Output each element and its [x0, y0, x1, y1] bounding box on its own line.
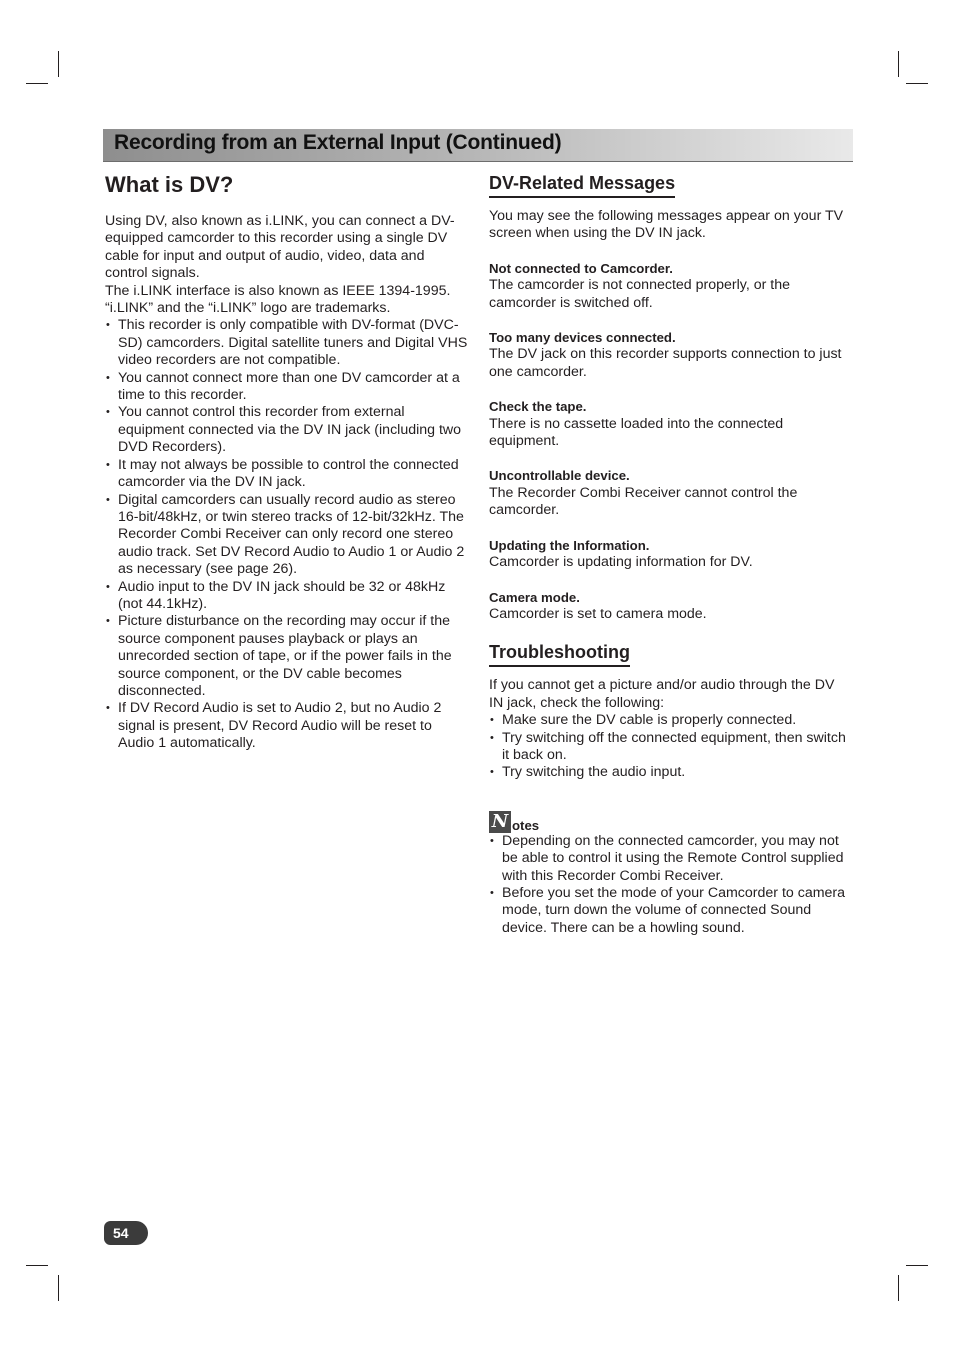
message-text: The Recorder Combi Receiver cannot control the camcorder.: [489, 484, 798, 519]
crop-mark: [898, 1275, 899, 1301]
list-item: • If DV Record Audio is set to Audio 2, but no Audio 2 signal is present, DV Record Audio will be reset to Audio 1 automatically.: [105, 700, 470, 752]
crop-mark: [906, 1265, 928, 1266]
list-item: • Try switching off the connected equipment, then switch it back on.: [489, 730, 851, 765]
list-item: • Before you set the mode of your Camcorder to camera mode, turn down the volume of connected Sound device. There can be a howling sound.: [489, 885, 851, 937]
dv-messages-heading: DV-Related Messages: [489, 171, 675, 198]
crop-mark: [26, 83, 48, 84]
notes-label: otes: [512, 817, 540, 833]
message-entry: [489, 467, 851, 519]
page-number-badge: 54: [104, 1221, 148, 1245]
banner-title: Recording from an External Input (Continued): [114, 131, 562, 154]
list-item: • Picture disturbance on the recording may occur if the source component pauses playback or plays an unrecorded section of tape, or if the power fails in the source component, or the DV cable becomes disconnected.: [105, 613, 470, 700]
message-title: Check the tape.: [489, 399, 587, 415]
message-entry: [489, 537, 851, 572]
message-entry: [489, 260, 851, 312]
list-item: • It may not always be possible to control the connected camcorder via the DV IN jack.: [105, 457, 470, 492]
message-text: Camcorder is updating information for DV.: [489, 554, 753, 571]
left-column: [105, 171, 470, 753]
message-title: Too many devices connected.: [489, 330, 676, 346]
crop-mark: [26, 1265, 48, 1266]
list-item: • You cannot connect more than one DV camcorder at a time to this recorder.: [105, 370, 470, 405]
intro-paragraph: Using DV, also known as i.LINK, you can connect a DV-equipped camcorder to this recorder using a single DV cable for input and output of audio, video, data and control signals.: [105, 213, 455, 282]
crop-mark: [898, 51, 899, 77]
message-title: Camera mode.: [489, 589, 580, 605]
crop-mark: [906, 83, 928, 84]
message-text: There is no cassette loaded into the connected equipment.: [489, 415, 784, 450]
dv-bullet-list: [105, 317, 470, 752]
message-text: The DV jack on this recorder supports connection to just one camcorder.: [489, 346, 842, 380]
message-title: Not connected to Camcorder.: [489, 260, 673, 276]
message-title: Uncontrollable device.: [489, 468, 630, 484]
notes-heading: [489, 811, 851, 833]
intro-paragraph-2: The i.LINK interface is also known as IEEE 1394-1995. “i.LINK” and the “i.LINK” logo are trademarks.: [105, 282, 451, 317]
list-item: • Make sure the DV cable is properly connected.: [489, 712, 851, 729]
message-text: Camcorder is set to camera mode.: [489, 605, 707, 622]
troubleshooting-heading: Troubleshooting: [489, 640, 630, 667]
message-text: The camcorder is not connected properly, or the camcorder is switched off.: [489, 277, 790, 311]
list-item: • Audio input to the DV IN jack should be 32 or 48kHz (not 44.1kHz).: [105, 579, 470, 614]
right-column: [489, 171, 851, 937]
list-item: • Try switching the audio input.: [489, 764, 851, 781]
crop-mark: [58, 1275, 59, 1301]
notes-icon: N: [489, 811, 511, 833]
list-item: • This recorder is only compatible with DV-format (DVC-SD) camcorders. Digital satellite tuners and Digital VHS video recorders are not compatible.: [105, 317, 470, 369]
message-entry: [489, 329, 851, 381]
list-item: • Depending on the connected camcorder, you may not be able to control it using the Remote Control supplied with this Recorder Combi Receiver.: [489, 833, 851, 885]
section-banner: [103, 129, 853, 162]
message-title: Updating the Information.: [489, 537, 650, 553]
troubleshooting-list: [489, 712, 851, 782]
notes-list: [489, 833, 851, 937]
list-item: • Digital camcorders can usually record audio as stereo 16-bit/48kHz, or twin stereo tracks of 12-bit/32kHz. The Recorder Combi Receiver can only record one stereo audio track. Set DV Record Audio to Audio 1 or Audio 2 as necessary (see page 26).: [105, 492, 470, 579]
list-item: • You cannot control this recorder from external equipment connected via the DV IN jack (including two DVD Recorders).: [105, 404, 470, 456]
message-entry: [489, 589, 851, 624]
message-entry: [489, 398, 851, 450]
troubleshooting-intro: If you cannot get a picture and/or audio through the DV IN jack, check the following:: [489, 677, 835, 711]
what-is-dv-heading: What is DV?: [105, 172, 234, 197]
crop-mark: [58, 51, 59, 77]
messages-intro: You may see the following messages appear on your TV screen when using the DV IN jack.: [489, 208, 844, 242]
